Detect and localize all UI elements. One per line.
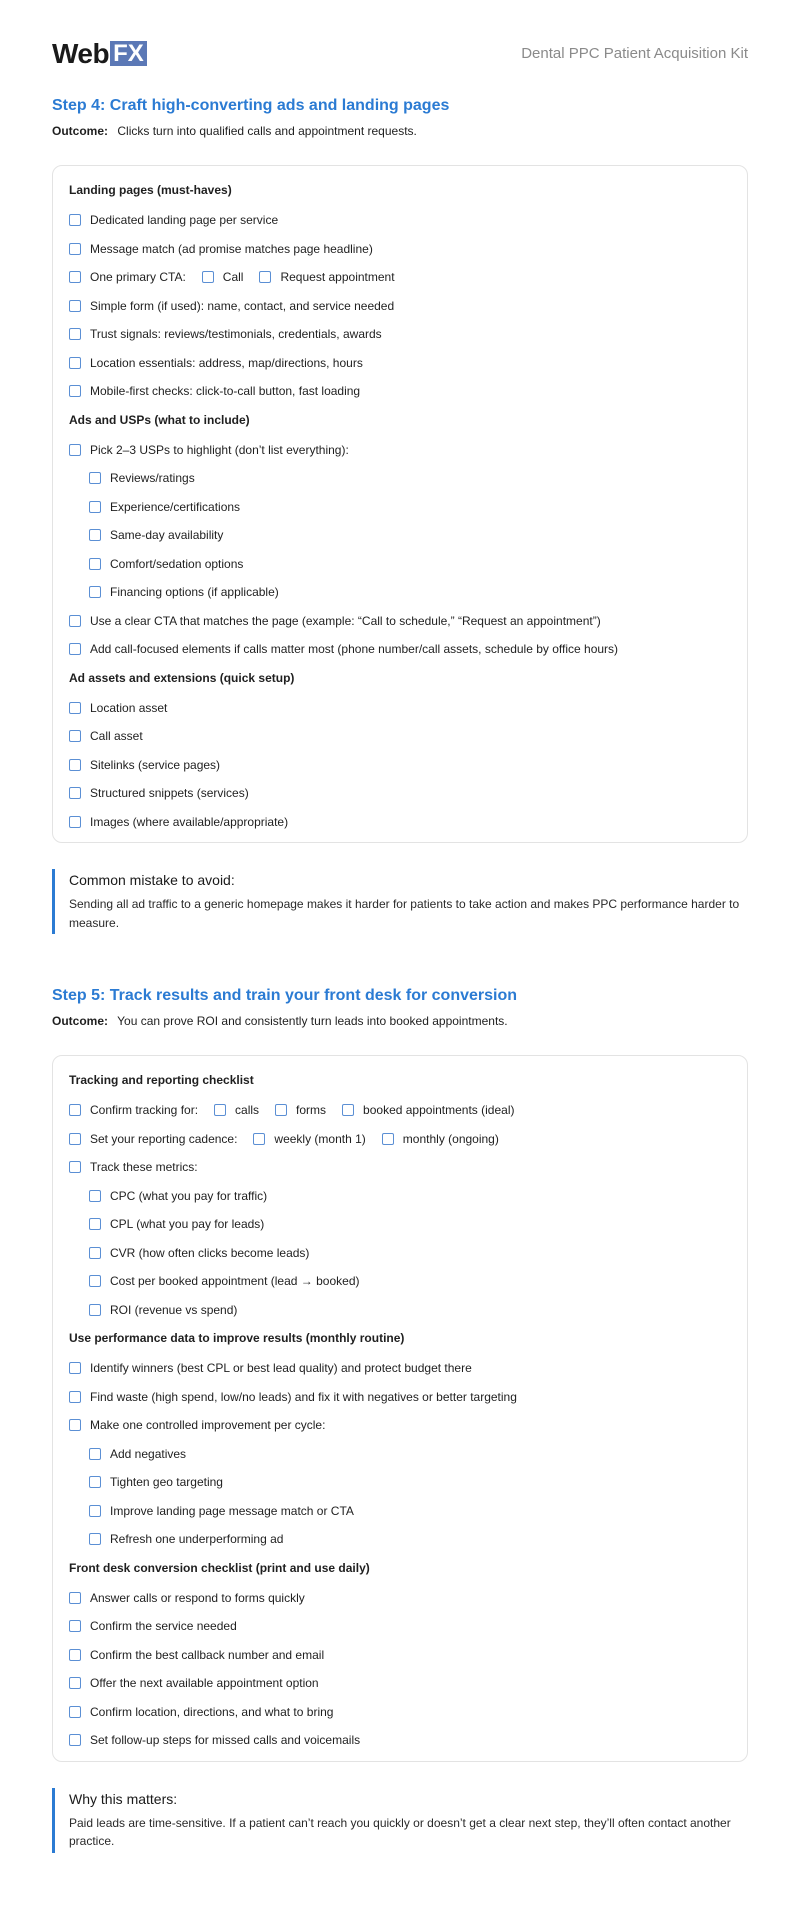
option-label: forms <box>296 1103 327 1118</box>
checklist-item-label: ROI (revenue vs spend) <box>110 1302 238 1317</box>
checklist-item-label: Add call-focused elements if calls matter most (phone number/call assets, schedule by office hours) <box>90 642 619 657</box>
checklist-subitem <box>69 464 731 493</box>
checkbox[interactable] <box>89 1304 101 1316</box>
step5-title: Step 5: Track results and train your front desk for conversion <box>52 987 518 1004</box>
checkbox[interactable] <box>89 529 101 541</box>
assets-section-title: Ad assets and extensions (quick setup) <box>69 670 295 685</box>
checklist-item-label: Mobile-first checks: click-to-call button, fast loading <box>90 384 361 399</box>
checklist-subitem <box>69 1267 731 1296</box>
checkbox[interactable] <box>69 444 81 456</box>
checklist-item-label: Sitelinks (service pages) <box>90 757 221 772</box>
checkbox[interactable] <box>89 558 101 570</box>
checklist-item-label: Offer the next available appointment option <box>90 1676 319 1691</box>
checklist-item-label: Location asset <box>90 700 168 715</box>
step4-outcome-label: Outcome: <box>52 124 109 138</box>
header <box>52 40 748 67</box>
checklist-item <box>69 1383 731 1412</box>
checklist-item-label: Call asset <box>90 729 143 744</box>
checklist-item-label: Make one controlled improvement per cycle: <box>90 1418 326 1433</box>
checkbox[interactable] <box>69 1706 81 1718</box>
checklist-item-label: Confirm tracking for: <box>90 1103 199 1118</box>
webfx-logo <box>52 40 147 67</box>
checkbox[interactable] <box>89 1476 101 1488</box>
checklist-item-label: Same-day availability <box>110 528 224 543</box>
option-label: Request appointment <box>280 270 395 285</box>
step4-checklist-card <box>52 165 748 843</box>
checkbox[interactable] <box>69 1734 81 1746</box>
checklist-item <box>69 779 731 808</box>
step5-outcome-label: Outcome: <box>52 1014 109 1028</box>
checkbox[interactable] <box>342 1104 354 1116</box>
checkbox[interactable] <box>69 702 81 714</box>
checkbox[interactable] <box>69 1161 81 1173</box>
option-label: monthly (ongoing) <box>402 1131 499 1146</box>
checklist-item-label: Location essentials: address, map/directions, hours <box>90 355 363 370</box>
tracking-section-title: Tracking and reporting checklist <box>69 1073 254 1087</box>
checklist-item <box>69 235 731 264</box>
tracking-option-calls <box>214 1103 259 1117</box>
callout-title: Common mistake to avoid: <box>69 872 235 888</box>
callout-text: Paid leads are time-sensitive. If a patient can’t reach you quickly or doesn’t get a clear next step, they’ll often contact another practice. <box>69 1815 731 1848</box>
checklist-item-label: Experience/certifications <box>110 499 241 514</box>
checkbox[interactable] <box>89 1275 101 1287</box>
checkbox[interactable] <box>89 586 101 598</box>
cta-option-call <box>202 270 244 284</box>
checkbox[interactable] <box>89 1218 101 1230</box>
document-title: Dental PPC Patient Acquisition Kit <box>521 45 748 62</box>
checkbox[interactable] <box>89 472 101 484</box>
checklist-item <box>69 377 731 406</box>
checklist-item <box>69 1584 731 1613</box>
checkbox[interactable] <box>69 1391 81 1403</box>
logo-fx-badge: FX <box>110 41 147 66</box>
checklist-subitem <box>69 578 731 607</box>
checkbox[interactable] <box>69 271 81 283</box>
checklist-item <box>69 1354 731 1383</box>
checklist-item-label: Use a clear CTA that matches the page (example: “Call to schedule,” “Request an appointment”) <box>90 613 601 628</box>
checklist-item-label: Financing options (if applicable) <box>110 585 279 600</box>
checkbox[interactable] <box>89 1505 101 1517</box>
option-label: Call <box>222 270 244 285</box>
checkbox[interactable] <box>69 243 81 255</box>
checklist-subitem <box>69 1239 731 1268</box>
checklist-item <box>69 808 731 837</box>
checklist-item-label: Set follow-up steps for missed calls and voicemails <box>90 1733 361 1748</box>
checkbox[interactable] <box>69 816 81 828</box>
checklist-item <box>69 751 731 780</box>
cadence-option-monthly <box>382 1132 499 1146</box>
checklist-subitem <box>69 493 731 522</box>
checklist-subitem <box>69 1497 731 1526</box>
step5-checklist-card <box>52 1055 748 1762</box>
cadence-option-weekly <box>253 1132 365 1146</box>
common-mistake-callout <box>52 869 748 934</box>
checklist-item-label: Message match (ad promise matches page headline) <box>90 241 373 256</box>
checkbox[interactable] <box>69 787 81 799</box>
tracking-option-booked <box>342 1103 514 1117</box>
checklist-item-label: Add negatives <box>110 1446 187 1461</box>
checklist-item <box>69 1612 731 1641</box>
logo-web-text: Web <box>52 38 110 69</box>
checkbox[interactable] <box>69 357 81 369</box>
front-desk-section-title: Front desk conversion checklist (print and use daily) <box>69 1560 370 1575</box>
checkbox[interactable] <box>69 1419 81 1431</box>
checklist-subitem <box>69 1210 731 1239</box>
checkbox[interactable] <box>69 1104 81 1116</box>
step4-title: Step 4: Craft high-converting ads and landing pages <box>52 97 450 114</box>
checklist-item <box>69 722 731 751</box>
checkbox[interactable] <box>69 1649 81 1661</box>
ads-section-title: Ads and USPs (what to include) <box>69 412 250 427</box>
step4-outcome <box>52 123 748 140</box>
checkbox[interactable] <box>89 1533 101 1545</box>
checkbox[interactable] <box>275 1104 287 1116</box>
checklist-item <box>69 1641 731 1670</box>
performance-section-title: Use performance data to improve results (monthly routine) <box>69 1331 405 1345</box>
checklist-item-label: Reviews/ratings <box>110 471 195 486</box>
checkbox[interactable] <box>259 271 271 283</box>
checklist-item-label: Tighten geo targeting <box>110 1475 223 1490</box>
checkbox[interactable] <box>69 1362 81 1374</box>
checkbox[interactable] <box>89 1247 101 1259</box>
option-label: weekly (month 1) <box>274 1131 366 1146</box>
checkbox[interactable] <box>69 1620 81 1632</box>
checklist-item-label: Refresh one underperforming ad <box>110 1532 284 1547</box>
checklist-item <box>69 1669 731 1698</box>
callout-title: Why this matters: <box>69 1790 178 1807</box>
step5-outcome <box>52 1013 748 1030</box>
checkbox[interactable] <box>253 1133 265 1145</box>
checkbox[interactable] <box>89 1448 101 1460</box>
checklist-item-label: Confirm the service needed <box>90 1619 237 1634</box>
checklist-subitem <box>69 1525 731 1554</box>
checklist-item-label: CPL (what you pay for leads) <box>110 1217 265 1232</box>
checklist-item <box>69 349 731 378</box>
checklist-item-label: Identify winners (best CPL or best lead quality) and protect budget there <box>90 1361 472 1376</box>
landing-section-title: Landing pages (must-haves) <box>69 183 232 197</box>
checklist-item-label: Trust signals: reviews/testimonials, credentials, awards <box>90 327 382 342</box>
checklist-item <box>69 436 731 465</box>
checklist-subitem <box>69 1182 731 1211</box>
checklist-item-label: CPC (what you pay for traffic) <box>110 1188 268 1203</box>
checkbox[interactable] <box>69 643 81 655</box>
checklist-item-label: Images (where available/appropriate) <box>90 814 289 829</box>
checklist-item <box>69 292 731 321</box>
checklist-item <box>69 1411 731 1440</box>
cta-option-request <box>259 270 394 284</box>
checklist-item-label: Answer calls or respond to forms quickly <box>90 1590 305 1605</box>
step5-outcome-text: You can prove ROI and consistently turn leads into booked appointments. <box>117 1014 508 1028</box>
checklist-item-label: Track these metrics: <box>90 1160 198 1175</box>
checklist-item-label: Find waste (high spend, low/no leads) and fix it with negatives or better targeting <box>90 1389 517 1404</box>
checkbox[interactable] <box>89 1190 101 1202</box>
checkbox[interactable] <box>89 501 101 513</box>
checklist-item-label: Comfort/sedation options <box>110 556 244 571</box>
checklist-item <box>69 635 731 664</box>
checkbox[interactable] <box>69 730 81 742</box>
checkbox[interactable] <box>69 214 81 226</box>
checklist-subitem <box>69 1440 731 1469</box>
checklist-item <box>69 1096 731 1125</box>
tracking-option-forms <box>275 1103 326 1117</box>
checklist-item <box>69 1726 731 1755</box>
checkbox[interactable] <box>69 385 81 397</box>
checklist-item-label: Improve landing page message match or CTA <box>110 1503 354 1518</box>
checklist-item-label: Confirm the best callback number and email <box>90 1647 325 1662</box>
checklist-subitem <box>69 521 731 550</box>
why-this-matters-callout <box>52 1788 748 1853</box>
checklist-item-label: Set your reporting cadence: <box>90 1131 238 1146</box>
checklist-item-label: Pick 2–3 USPs to highlight (don’t list everything): <box>90 442 349 457</box>
checklist-subitem <box>69 1296 731 1325</box>
step4-outcome-text: Clicks turn into qualified calls and appointment requests. <box>117 124 417 138</box>
option-label: calls <box>235 1103 260 1118</box>
checkbox[interactable] <box>69 300 81 312</box>
checklist-subitem <box>69 1468 731 1497</box>
checkbox[interactable] <box>69 328 81 340</box>
checklist-item-label: Cost per booked appointment (lead → booked) <box>110 1274 360 1289</box>
checklist-item <box>69 1125 731 1154</box>
checkbox[interactable] <box>69 1677 81 1689</box>
checklist-item <box>69 694 731 723</box>
checkbox[interactable] <box>382 1133 394 1145</box>
checkbox[interactable] <box>69 615 81 627</box>
checkbox[interactable] <box>214 1104 226 1116</box>
checklist-item-label: CVR (how often clicks become leads) <box>110 1245 310 1260</box>
checklist-item <box>69 607 731 636</box>
checklist-item <box>69 1153 731 1182</box>
checklist-item <box>69 320 731 349</box>
checklist-item-label: Confirm location, directions, and what to bring <box>90 1704 334 1719</box>
checklist-item <box>69 1698 731 1727</box>
option-label: booked appointments (ideal) <box>363 1103 515 1118</box>
checklist-item-label: One primary CTA: <box>90 270 186 285</box>
checklist-subitem <box>69 550 731 579</box>
checkbox[interactable] <box>69 1592 81 1604</box>
callout-text: Sending all ad traffic to a generic homepage makes it harder for patients to take action and makes PPC performance harder to measure. <box>69 897 740 930</box>
checkbox[interactable] <box>69 759 81 771</box>
checklist-item-label: Dedicated landing page per service <box>90 213 279 228</box>
checklist-item-label: Simple form (if used): name, contact, and service needed <box>90 298 395 313</box>
checklist-item <box>69 263 731 292</box>
checklist-item-label: Structured snippets (services) <box>90 786 249 801</box>
checkbox[interactable] <box>69 1133 81 1145</box>
checklist-item <box>69 206 731 235</box>
checkbox[interactable] <box>202 271 214 283</box>
